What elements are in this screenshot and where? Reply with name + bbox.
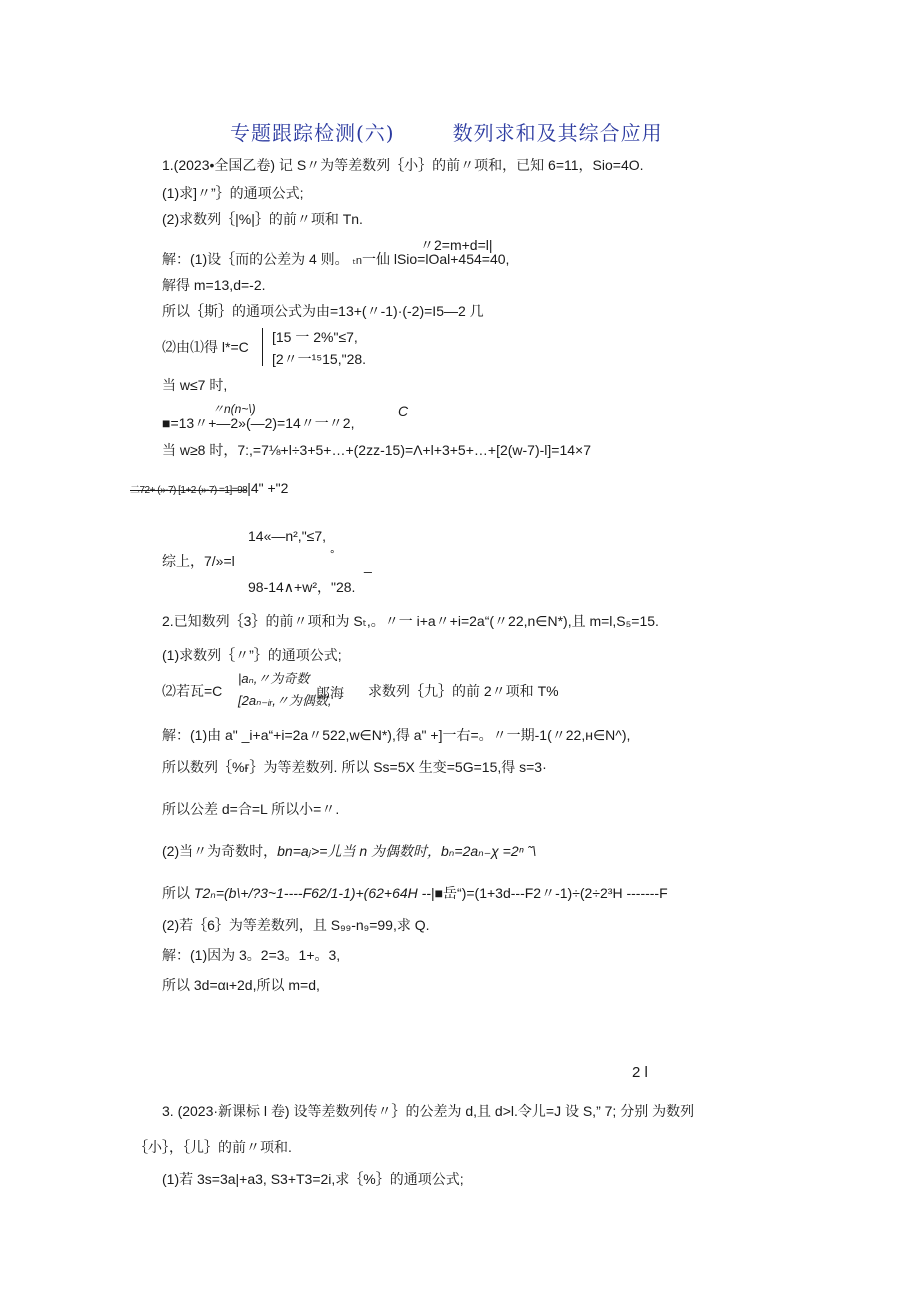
q1-struck-tail: |4" +"2 [247,480,289,496]
q2-solution-4a: (2)当〃为奇数时， [162,843,278,859]
q1-solution-line [162,250,509,270]
q2-solution-5c: |■岳“)=(1+3d---F2〃-1)÷(2÷2³H -------F [430,885,668,901]
q1-summary-dash: _ [364,557,372,573]
q2-part2-lead: ⑵若瓦=C [162,683,223,699]
q1-struck-text: 二72+ (»-7) [1+2 (»-7) =1]=98 [130,485,248,496]
q2-artifact: 郎海 [316,685,344,701]
piecewise-bracket [262,328,271,366]
q1-stem: 1.(2023•全国乙卷) 记 S〃为等差数列｛小｝的前〃项和，已知 6=11，Sio=4O. [162,157,644,173]
q1-struck-line [130,479,288,500]
q1-solution-main: 解：(1)设｛而的公差为 4 则。 [162,251,349,267]
q1-fraction-top: 〃n(n~\) [212,402,256,416]
q2-part2-tail: 求数列｛九｝的前 2〃项和 T% [368,683,559,699]
q2-solution-1: 解：(1)由 a" _i+a“+i=2a〃522,w∈N*),得 a" +]一右=。〃一期-1(〃22,ʜ∈N^), [162,727,631,743]
q1-case1: [15 一 2%"≤7, [272,329,358,345]
q1-solution-tail: 一仙 lSio=lOal+454=40, [361,251,510,267]
q1-solution-sub: ₜn [352,255,362,267]
q2-case-odd: |aₙ,〃为奇数 [238,671,310,686]
q1-summary-dot: ° [330,549,335,561]
q2-solution-5a: 所以 [162,885,194,901]
q1-solved-values: 解得 m=13,d=-2. [162,277,266,293]
q1-when-le7: 当 w≤7 时, [162,377,228,393]
q3-part1: (1)若 3s=3a|+a3, S3+T3=2i,求｛%｝的通项公式; [162,1171,464,1187]
q1-part2-lead: ⑵由⑴得 l*=C [162,339,249,355]
q3-stem-a: 3. (2023·新课标 l 卷) 设等差数列传〃｝的公差为 d,且 d>l.令儿=J 设 S,” 7; 分别 为数列 [162,1103,695,1119]
q2-solution-2: 所以数列｛%ғ｝为等差数列. 所以 Ss=5X 生变=5G=15,得 s=3· [162,759,547,775]
q1-general-term: 所以｛斯｝的通项公式为由=13+(〃-1)·(-2)=I5—2 几 [162,303,484,319]
q1-part1: (1)求]〃”｝的通项公式; [162,185,304,201]
q2-part3: (2)若｛6｝为等差数列，且 S₉₉-n₉=99,求 Q. [162,917,430,933]
q2-solution-5 [162,884,668,902]
q1-summary-lead: 综上，7/»=l [162,553,235,569]
title-left: 专题跟踪检测(六) [230,121,395,145]
q1-summary-case1: 14«—n²,"≤7, [248,528,327,544]
q1-case2: [2〃一¹⁵15,"28. [272,351,367,367]
q2-solution-4b: bn=aⱼ>=儿当 n 为偶数时，bₙ=2aₙ₋χ =2ⁿ ˜\ [277,843,537,859]
q2-solution-3: 所以公差 d=合=L 所以小=〃. [162,801,340,817]
q2-solution-6: 解：(1)因为 3。2=3。1+。3, [162,947,341,963]
q1-when-ge8: 当 w≥8 时，7:,=7⅛+l÷3+5+…+(2zz-15)=Λ+l+3+5+…+[2(w-7)-l]=14×7 [162,442,591,458]
q1-sol-fragment: 〃2=m+d=l| [420,237,493,253]
q2-stem: 2.已知数列｛3｝的前〃项和为 Sₜ,。〃一 i+a〃+i=2a“(〃22,n∈N*),且 m=l,S₅=15. [162,613,659,629]
q2-solution-5b: T2ₙ=(b\+/?3~1----F62/1-1)+(62+64H -- [193,885,431,901]
q1-part2: (2)求数列｛|%|｝的前〃项和 Tn. [162,211,363,227]
q1-c-mark: C [398,403,409,419]
q2-solution-4 [162,842,536,860]
q2-case-even: [2aₙ₋ᵢᵣ,〃为偶数, [238,693,332,708]
q3-stem-b: ｛小｝，｛儿｝的前〃项和. [134,1139,292,1155]
q2-part1: (1)求数列｛〃”｝的通项公式; [162,647,342,663]
q1-summary-case2: 98-14∧+w²，"28. [248,579,356,595]
q2-solution-7: 所以 3d=αι+2d,所以 m=d, [162,977,320,993]
q1-result-le7: ■=13〃+—2»(—2)=14〃一〃2, [162,415,355,431]
title-right: 数列求和及其综合应用 [452,121,663,145]
page-number: 2 l [632,1064,648,1081]
page-title [230,117,663,146]
